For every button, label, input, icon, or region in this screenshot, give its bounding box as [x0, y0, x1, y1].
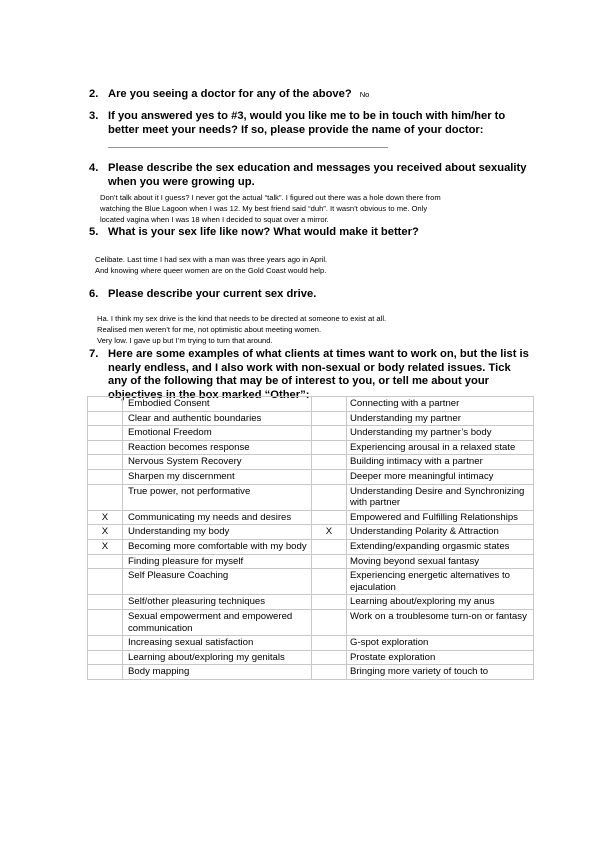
table-row — [88, 554, 534, 569]
objective-label-left: Learning about/exploring my genitals — [123, 650, 312, 665]
checkbox-cell-right[interactable]: X — [312, 525, 347, 540]
objective-label-left: Increasing sexual satisfaction — [123, 636, 312, 651]
table-row — [88, 636, 534, 651]
objective-label-left: Emotional Freedom — [123, 426, 312, 441]
objective-label-right: Experiencing energetic alternatives to ejaculation — [347, 569, 534, 595]
checkbox-cell-right[interactable] — [312, 397, 347, 412]
question-text: What is your sex life like now? What would make it better? — [108, 226, 419, 238]
question-2 — [89, 88, 529, 102]
question-number: 3. — [89, 110, 99, 122]
answer-4 — [100, 192, 520, 225]
objective-label-right: Understanding Desire and Synchronizing with partner — [347, 484, 534, 510]
table-row — [88, 595, 534, 610]
objective-label-left: Self/other pleasuring techniques — [123, 595, 312, 610]
checkbox-cell-right[interactable] — [312, 569, 347, 595]
checkbox-cell-right[interactable] — [312, 595, 347, 610]
answer-line: Very low. I gave up but I’m trying to turn that around. — [97, 336, 273, 345]
checkbox-cell-right[interactable] — [312, 484, 347, 510]
question-number: 6. — [89, 288, 99, 300]
table-row — [88, 426, 534, 441]
checkbox-cell-left[interactable]: X — [88, 525, 123, 540]
checkbox-cell-left[interactable] — [88, 397, 123, 412]
checkbox-cell-right[interactable] — [312, 440, 347, 455]
objective-label-left: Nervous System Recovery — [123, 455, 312, 470]
answer-line: Celibate. Last time I had sex with a man was three years ago in April. — [95, 255, 328, 264]
answer-line: And knowing where queer women are on the Gold Coast would help. — [95, 266, 327, 275]
table-row — [88, 455, 534, 470]
answer-6 — [97, 313, 517, 346]
answer-line: Don’t talk about it I guess? I never got the actual “talk”. I figured out there was a hole down there from — [100, 193, 441, 202]
checkbox-cell-left[interactable] — [88, 469, 123, 484]
objective-label-right: Experiencing arousal in a relaxed state — [347, 440, 534, 455]
question-number: 4. — [89, 162, 99, 174]
question-text: If you answered yes to #3, would you like me to be in touch with him/her to better meet your needs? If so, please provide the name of your doctor: _____________________________________________ — [108, 110, 506, 150]
question-6 — [89, 288, 529, 302]
question-number: 7. — [89, 348, 99, 360]
objective-label-right: Empowered and Fulfilling Relationships — [347, 510, 534, 525]
objective-label-left: Understanding my body — [123, 525, 312, 540]
checkbox-cell-right[interactable] — [312, 636, 347, 651]
table-row — [88, 411, 534, 426]
objective-label-right: Building intimacy with a partner — [347, 455, 534, 470]
objective-label-right: G-spot exploration — [347, 636, 534, 651]
objectives-table-body — [88, 397, 534, 680]
checkbox-cell-left[interactable] — [88, 411, 123, 426]
objective-label-left: Communicating my needs and desires — [123, 510, 312, 525]
checkbox-cell-left[interactable] — [88, 665, 123, 680]
checkbox-cell-right[interactable] — [312, 469, 347, 484]
objective-label-right: Connecting with a partner — [347, 397, 534, 412]
checkbox-cell-left[interactable] — [88, 455, 123, 470]
checkbox-cell-left[interactable] — [88, 484, 123, 510]
objective-label-left: Self Pleasure Coaching — [123, 569, 312, 595]
checkbox-cell-right[interactable] — [312, 665, 347, 680]
objective-label-left: Sharpen my discernment — [123, 469, 312, 484]
answer-5 — [95, 254, 515, 276]
answer-line: Ha. I think my sex drive is the kind that needs to be directed at someone to exist at all. — [97, 314, 387, 323]
checkbox-cell-left[interactable] — [88, 569, 123, 595]
objective-label-right: Learning about/exploring my anus — [347, 595, 534, 610]
checkbox-cell-right[interactable] — [312, 411, 347, 426]
table-row — [88, 650, 534, 665]
objective-label-left: Body mapping — [123, 665, 312, 680]
question-number: 5. — [89, 226, 99, 238]
question-text: Please describe the sex education and messages you received about sexuality when you were growing up. — [108, 162, 527, 188]
checkbox-cell-right[interactable] — [312, 510, 347, 525]
checkbox-cell-right[interactable] — [312, 554, 347, 569]
table-row — [88, 397, 534, 412]
question-4 — [89, 162, 529, 189]
table-row — [88, 469, 534, 484]
answer-inline: No — [359, 90, 370, 99]
checkbox-cell-right[interactable] — [312, 426, 347, 441]
objective-label-right: Extending/expanding orgasmic states — [347, 539, 534, 554]
checkbox-cell-right[interactable] — [312, 609, 347, 635]
checkbox-cell-left[interactable] — [88, 636, 123, 651]
checkbox-cell-left[interactable]: X — [88, 539, 123, 554]
table-row — [88, 665, 534, 680]
objective-label-right: Understanding my partner’s body — [347, 426, 534, 441]
question-text: Please describe your current sex drive. — [108, 288, 317, 300]
question-prompt: Are you seeing a doctor for any of the above? — [108, 88, 352, 100]
table-row — [88, 539, 534, 554]
objectives-table — [87, 396, 534, 680]
objective-label-right: Bringing more variety of touch to — [347, 665, 534, 680]
answer-line: located vagina when I was 18 when I decided to squat over a mirror. — [100, 215, 329, 224]
question-text — [108, 88, 529, 102]
question-7 — [89, 348, 529, 402]
checkbox-cell-right[interactable] — [312, 650, 347, 665]
objective-label-left: Reaction becomes response — [123, 440, 312, 455]
checkbox-cell-right[interactable] — [312, 455, 347, 470]
objective-label-right: Understanding Polarity & Attraction — [347, 525, 534, 540]
table-row — [88, 484, 534, 510]
objective-label-left: Sexual empowerment and empowered communication — [123, 609, 312, 635]
objective-label-right: Work on a troublesome turn-on or fantasy — [347, 609, 534, 635]
answer-line: watching the Blue Lagoon when I was 12. My best friend said “duh”. It wasn’t obvious to me. Only — [100, 204, 428, 213]
checkbox-cell-left[interactable] — [88, 650, 123, 665]
table-row — [88, 510, 534, 525]
objective-label-left: True power, not performative — [123, 484, 312, 510]
objective-label-right: Moving beyond sexual fantasy — [347, 554, 534, 569]
question-text: Here are some examples of what clients at times want to work on, but the list is nearly endless, and I also work with non-sexual or body related issues. Tick any of the following that may be of interest to you, or tell me about your objectives in the box marked “Other”: — [108, 348, 529, 401]
objective-label-right: Prostate exploration — [347, 650, 534, 665]
table-row — [88, 440, 534, 455]
checkbox-cell-right[interactable] — [312, 539, 347, 554]
table-row — [88, 525, 534, 540]
checkbox-cell-left[interactable] — [88, 440, 123, 455]
table-row — [88, 609, 534, 635]
question-number: 2. — [89, 88, 99, 100]
question-5 — [89, 226, 529, 240]
checkbox-cell-left[interactable] — [88, 595, 123, 610]
objective-label-left: Clear and authentic boundaries — [123, 411, 312, 426]
objective-label-right: Understanding my partner — [347, 411, 534, 426]
checkbox-cell-left[interactable] — [88, 426, 123, 441]
checkbox-cell-left[interactable]: X — [88, 510, 123, 525]
objective-label-left: Embodied Consent — [123, 397, 312, 412]
answer-line: Realised men weren’t for me, not optimistic about meeting women. — [97, 325, 322, 334]
objective-label-right: Deeper more meaningful intimacy — [347, 469, 534, 484]
objective-label-left: Becoming more comfortable with my body — [123, 539, 312, 554]
objective-label-left: Finding pleasure for myself — [123, 554, 312, 569]
checkbox-cell-left[interactable] — [88, 554, 123, 569]
question-3 — [89, 110, 529, 151]
table-row — [88, 569, 534, 595]
checkbox-cell-left[interactable] — [88, 609, 123, 635]
